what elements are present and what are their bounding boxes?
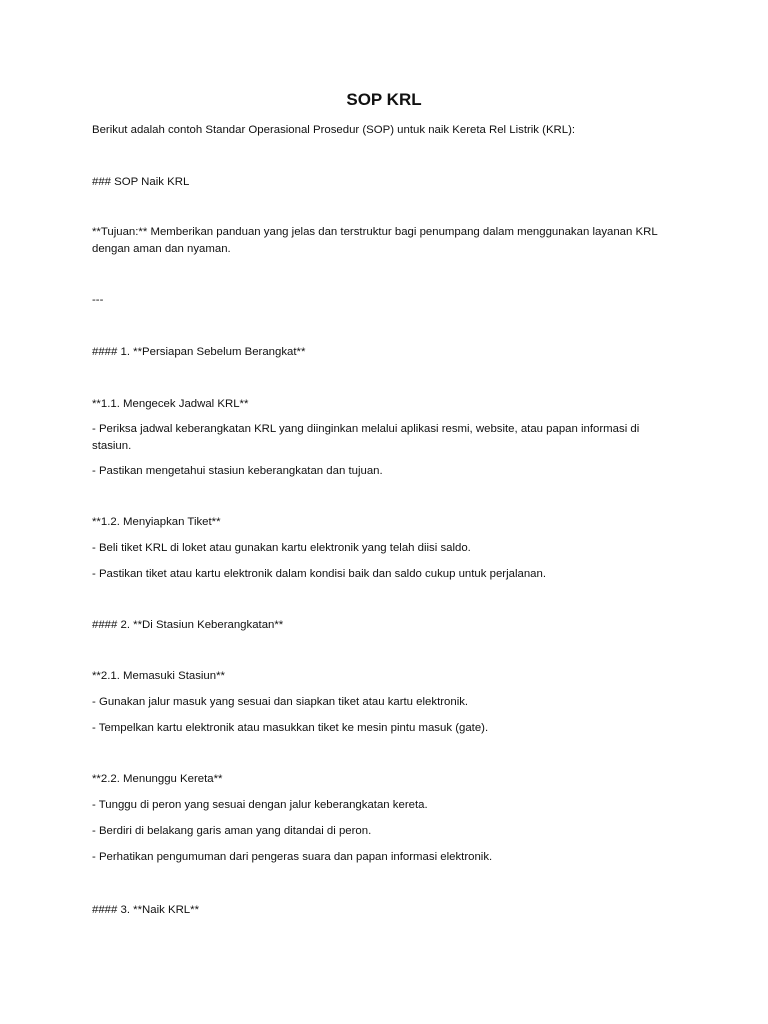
list-item: - Tempelkan kartu elektronik atau masukkan tiket ke mesin pintu masuk (gate).: [92, 722, 489, 734]
list-item: - Pastikan tiket atau kartu elektronik dalam kondisi baik dan saldo cukup untuk perjalanan.: [92, 568, 546, 580]
list-item: - Gunakan jalur masuk yang sesuai dan siapkan tiket atau kartu elektronik.: [92, 696, 469, 708]
separator-line: ---: [92, 294, 104, 306]
list-item: - Periksa jadwal keberangkatan KRL yang diinginkan melalui aplikasi resmi, website, atau papan informasi di stasiun.: [92, 423, 640, 452]
subsection-1-2-title: **1.2. Menyiapkan Tiket**: [92, 516, 221, 528]
list-item: - Beli tiket KRL di loket atau gunakan kartu elektronik yang telah diisi saldo.: [92, 542, 471, 554]
section-1-heading: #### 1. **Persiapan Sebelum Berangkat**: [92, 346, 306, 358]
intro-paragraph: Berikut adalah contoh Standar Operasional Prosedur (SOP) untuk naik Kereta Rel Listrik (KRL):: [92, 124, 576, 136]
page-title: SOP KRL: [346, 90, 422, 109]
list-item: - Perhatikan pengumuman dari pengeras suara dan papan informasi elektronik.: [92, 851, 493, 863]
section-2-heading: #### 2. **Di Stasiun Keberangkatan**: [92, 619, 284, 631]
list-item: - Pastikan mengetahui stasiun keberangkatan dan tujuan.: [92, 465, 383, 477]
section-3-heading: #### 3. **Naik KRL**: [92, 904, 200, 916]
list-item: - Tunggu di peron yang sesuai dengan jalur keberangkatan kereta.: [92, 799, 428, 811]
subsection-2-2-title: **2.2. Menunggu Kereta**: [92, 773, 223, 785]
subsection-1-1-title: **1.1. Mengecek Jadwal KRL**: [92, 398, 249, 410]
list-item: - Berdiri di belakang garis aman yang ditandai di peron.: [92, 825, 372, 837]
purpose-paragraph: **Tujuan:** Memberikan panduan yang jelas dan terstruktur bagi penumpang dalam menggunakan layanan KRL dengan aman dan nyaman.: [92, 226, 658, 255]
sop-heading: ### SOP Naik KRL: [92, 176, 190, 188]
subsection-2-1-title: **2.1. Memasuki Stasiun**: [92, 670, 225, 682]
